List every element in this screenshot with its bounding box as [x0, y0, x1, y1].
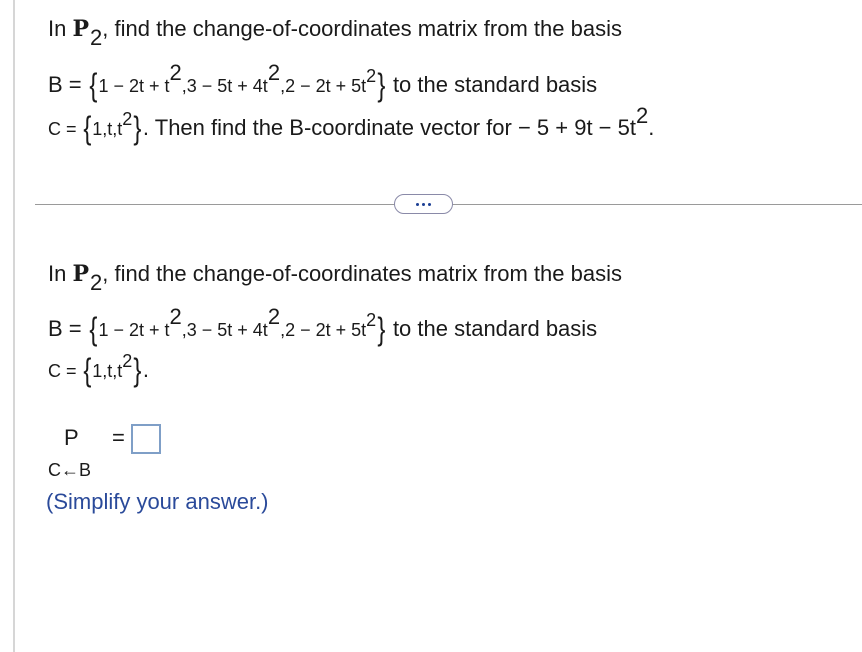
basis-b-poly-2: ,3 − 5t + 4t	[181, 320, 268, 340]
left-border	[13, 0, 15, 652]
period: .	[142, 357, 150, 382]
text-prefix: In	[48, 261, 73, 286]
question-line-1	[48, 16, 622, 50]
basis-suffix: to the standard basis	[386, 316, 598, 341]
vector-space-symbol: P	[72, 16, 90, 42]
exponent: 2	[635, 103, 649, 128]
ellipsis-icon	[422, 203, 425, 206]
exponent: 2	[122, 351, 133, 371]
basis-b-poly-3: ,2 − 2t + 5t	[280, 320, 367, 340]
basis-b-poly-3: ,2 − 2t + 5t	[280, 76, 367, 96]
question-line-3: $C = \{1,t,t^2\}$. Then find the B-coordinate vector for − $5 + 9t - 5t^2$.	[48, 103, 655, 146]
matrix-label: P	[64, 425, 79, 450]
ellipsis-icon	[428, 203, 431, 206]
exponent: 2	[366, 66, 377, 86]
question-line-1	[48, 261, 622, 295]
instruction-hint: (Simplify your answer.)	[46, 489, 269, 514]
question-line-2: $B = \{1 - 2t + t^2,3 - 5t + 4t^2,2 - 2t + 5t^2\}$ to the standard basis	[48, 60, 598, 103]
equals-sign: =	[112, 425, 125, 450]
vector-space-symbol: P	[72, 261, 90, 287]
vector-space-subscript: 2	[90, 25, 103, 50]
ellipsis-icon	[416, 203, 419, 206]
basis-suffix: to the standard basis	[386, 72, 598, 97]
question-text: . Then find the B-coordinate vector for − 5 + 9t − 5t	[142, 115, 636, 140]
basis-c-elements: 1,t,t	[92, 119, 123, 139]
question-text: , find the change-of-coordinates matrix from the basis	[102, 16, 622, 41]
question-line-2: $B = \{1 - 2t + t^2,3 - 5t + 4t^2,2 - 2t + 5t^2\}$ to the standard basis	[48, 304, 598, 347]
exponent: 2	[122, 109, 133, 129]
show-more-button[interactable]	[394, 194, 453, 214]
answer-input-box[interactable]	[131, 424, 161, 454]
exponent: 2	[267, 60, 281, 85]
exponent: 2	[169, 60, 182, 85]
vector-space-subscript: 2	[90, 270, 103, 295]
basis-b-label: B =	[48, 72, 88, 97]
basis-b-poly-1: 1 − 2t + t	[98, 320, 170, 340]
period: .	[648, 115, 655, 140]
basis-b-poly-1: 1 − 2t + t	[98, 76, 170, 96]
question-line-3: $C = \{1,t,t^2\}$.	[48, 351, 150, 388]
text-prefix: In	[48, 16, 73, 41]
exponent: 2	[169, 304, 182, 329]
basis-b-poly-2: ,3 − 5t + 4t	[181, 76, 268, 96]
exponent: 2	[267, 304, 281, 329]
exponent: 2	[366, 310, 377, 330]
basis-c-elements: 1,t,t	[92, 361, 123, 381]
basis-b-label: B =	[48, 316, 88, 341]
question-text: , find the change-of-coordinates matrix from the basis	[102, 261, 622, 286]
matrix-subscript-label: C←B	[48, 460, 92, 480]
basis-c-label: C =	[48, 361, 82, 381]
basis-c-label: C =	[48, 119, 82, 139]
